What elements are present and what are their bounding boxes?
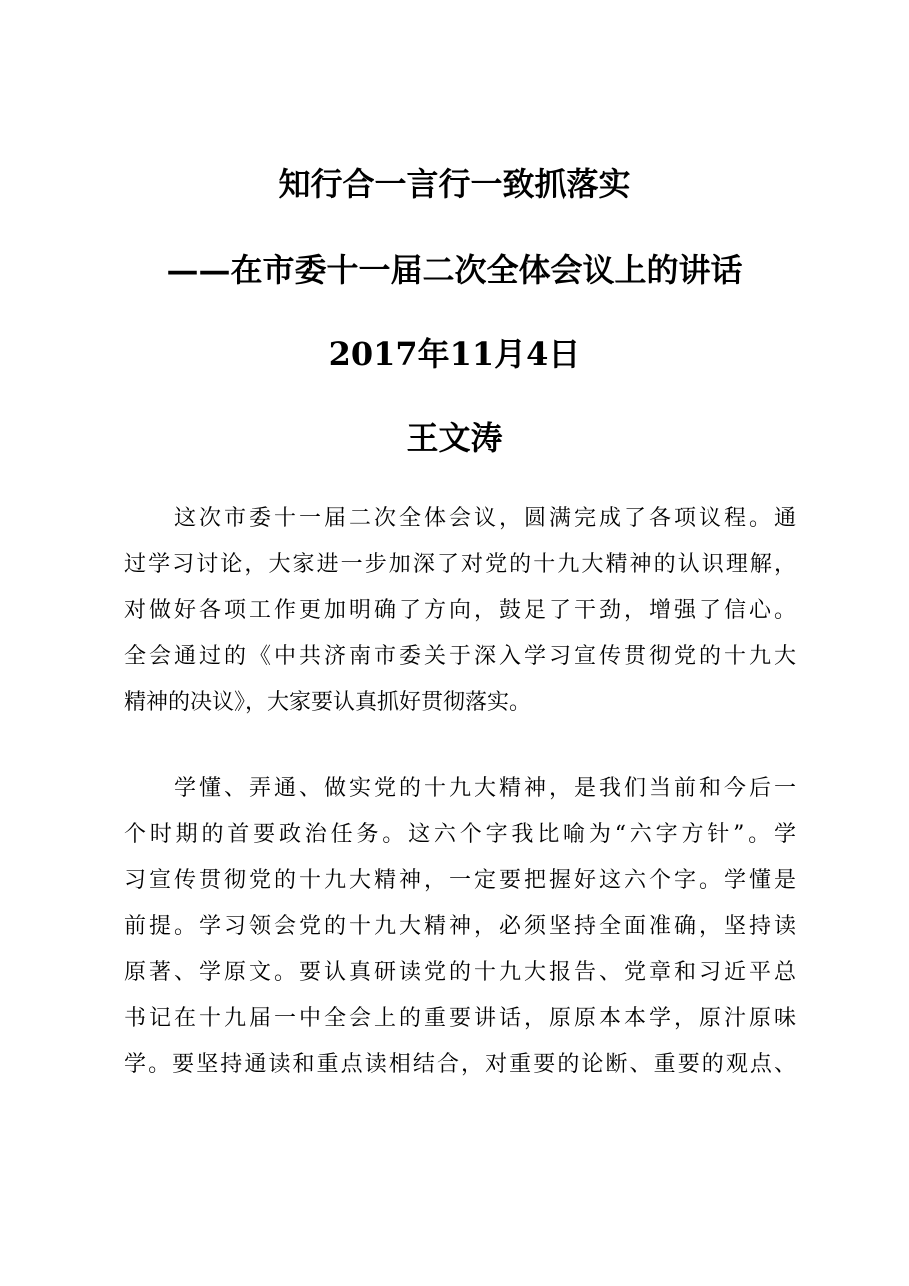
- paragraph-line: 精神的决议》，大家要认真抓好贯彻落实。: [124, 690, 532, 715]
- paragraph-line: 这次市委十一届二次全体会议，圆满完成了各项议程。通: [124, 506, 796, 531]
- paragraph-line: 全会通过的《中共济南市委关于深入学习宣传贯彻党的十九大: [124, 644, 796, 669]
- paragraph-line: 学懂、弄通、做实党的十九大精神，是我们当前和今后一: [124, 776, 796, 801]
- document-date: 2017年11月4日: [328, 335, 581, 373]
- paragraph-line: 对做好各项工作更加明确了方向，鼓足了干劲，增强了信心。: [124, 598, 796, 623]
- paragraph-line: 书记在十九届一中全会上的重要讲话，原原本本学，原汁原味: [124, 1006, 796, 1031]
- paragraph-line: 过学习讨论，大家进一步加深了对党的十九大精神的认识理解，: [124, 552, 796, 577]
- paragraph-line: 习宣传贯彻党的十九大精神，一定要把握好这六个字。学懂是: [124, 868, 796, 893]
- document-title: 知行合一言行一致抓落实: [278, 165, 631, 203]
- paragraph-line: 原著、学原文。要认真研读党的十九大报告、党章和习近平总: [124, 960, 796, 985]
- paragraph-line: 个时期的首要政治任务。这六个字我比喻为“六字方针”。学: [124, 822, 796, 847]
- document-author: 王文涛: [406, 419, 503, 457]
- paragraph-line: 学。要坚持通读和重点读相结合，对重要的论断、重要的观点、: [124, 1052, 796, 1077]
- document-subtitle: ——在市委十一届二次全体会议上的讲话: [166, 251, 743, 289]
- paragraph-2: [124, 766, 796, 1088]
- paragraph-1: [124, 496, 796, 726]
- paragraph-line: 前提。学习领会党的十九大精神，必须坚持全面准确，坚持读: [124, 914, 796, 939]
